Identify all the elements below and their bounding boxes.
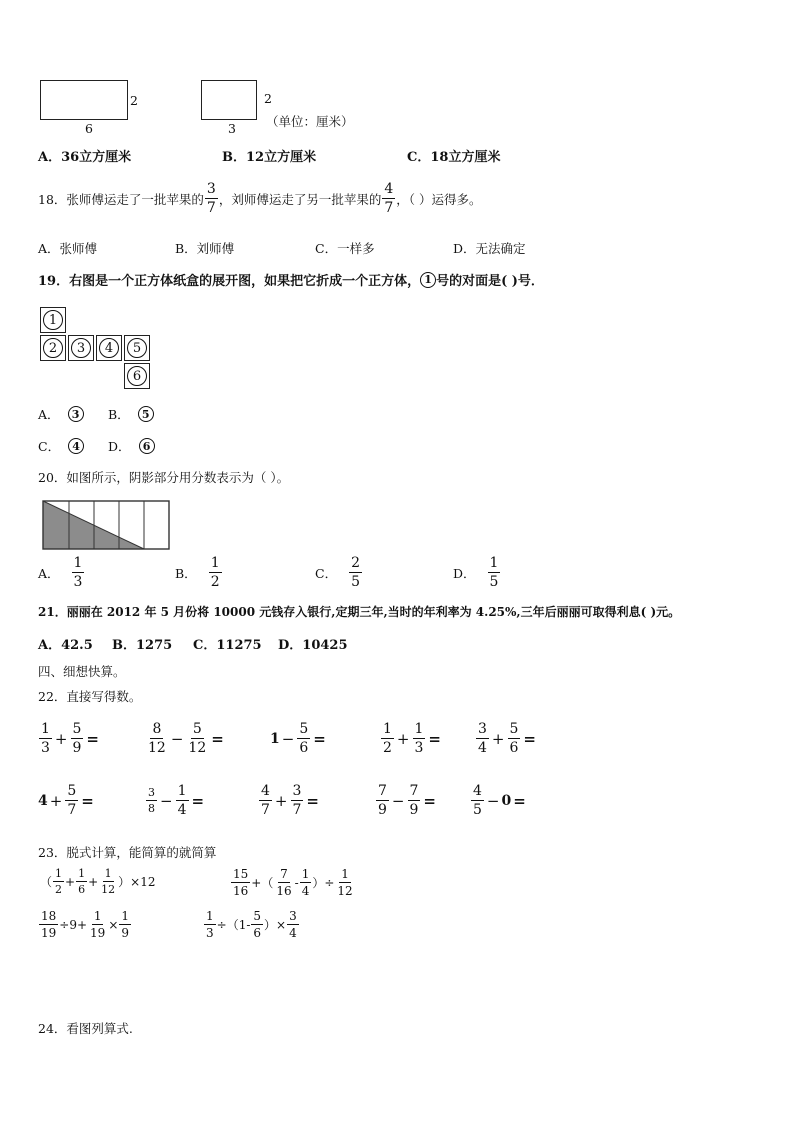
q18-option-a[interactable]: A．张师傅 xyxy=(38,241,98,256)
q18-text-1: 18．张师傅运走了一批苹果的 xyxy=(38,191,204,207)
q17-unit: （单位：厘米） xyxy=(266,114,354,129)
q18-text-3: ，（ ）运得多。 xyxy=(396,191,482,207)
q17-rect1-bottom: 6 xyxy=(85,121,93,136)
q22-item-10: $\frac{4}{5}$ − 0 = xyxy=(473,783,526,818)
q21-question: 21．丽丽在 2012 年 5 月份将 10000 元钱存入银行,定期三年,当时的年利率为 4.25%,三年后丽丽可取得利息( )元。 xyxy=(38,605,681,619)
q18-option-d[interactable]: D．无法确定 xyxy=(453,241,526,256)
q23-expr-1: （ $\frac{1}{2}$ + $\frac{1}{6}$ + $\frac{1}{12}$ ）×12 xyxy=(40,867,156,896)
cube-net-face-6: 6 xyxy=(124,363,150,389)
q21-option-a[interactable]: A．42.5 xyxy=(38,638,93,653)
cube-net-face-5: 5 xyxy=(124,335,150,361)
cube-net-face-4: 4 xyxy=(96,335,122,361)
q19-option-a[interactable]: A． 3 xyxy=(38,405,84,423)
q20-option-b[interactable]: B． $\frac{1}{2}$ xyxy=(175,555,220,590)
q22-item-7: $\frac{3}{8}$ − $\frac{1}{4}$ = xyxy=(148,783,205,818)
q21-option-b[interactable]: B．1275 xyxy=(112,638,173,653)
q18-option-b[interactable]: B．刘师傅 xyxy=(175,241,235,256)
q19-question xyxy=(38,270,544,289)
q19-text-1: 19．右图是一个正方体纸盒的展开图，如果把它折成一个正方体， xyxy=(38,274,421,289)
shaded-figure xyxy=(42,500,170,550)
q23-title: 23．脱式计算，能简算的就简算 xyxy=(38,845,217,860)
q21-option-c[interactable]: C．11275 xyxy=(193,638,262,653)
q19-option-d[interactable]: D． 6 xyxy=(108,437,155,455)
q22-item-1: $\frac{1}{3}$ + $\frac{5}{9}$ = xyxy=(41,721,99,756)
q17-rect1 xyxy=(40,80,128,120)
q19-option-c[interactable]: C． 4 xyxy=(38,437,84,455)
q19-text-2: 号的对面是( )号． xyxy=(436,274,544,289)
q23-expr-3: $\frac{18}{19}$ ÷9+ $\frac{1}{19}$ × $\frac{1}{9}$ xyxy=(41,909,130,940)
q17-option-c[interactable]: C．18立方厘米 xyxy=(407,150,501,165)
q20-option-a[interactable]: A． $\frac{1}{3}$ xyxy=(38,555,83,590)
q24-title: 24．看图列算式. xyxy=(38,1021,133,1036)
cube-net-face-1: 1 xyxy=(40,307,66,333)
q20-option-d[interactable]: D． $\frac{1}{5}$ xyxy=(453,555,499,590)
cube-net-face-3: 3 xyxy=(68,335,94,361)
q22-item-3: 1 − $\frac{5}{6}$ = xyxy=(270,721,326,756)
q20-question: 20．如图所示，阴影部分用分数表示为（ ）。 xyxy=(38,470,290,485)
q22-item-5: $\frac{3}{4}$ + $\frac{5}{6}$ = xyxy=(478,721,536,756)
q23-expr-2: $\frac{15}{16}$ +（ $\frac{7}{16}$ - $\frac{1}{4}$ ）÷ $\frac{1}{12}$ xyxy=(233,867,353,898)
cube-net-face-2: 2 xyxy=(40,335,66,361)
q22-item-9: $\frac{7}{9}$ − $\frac{7}{9}$ = xyxy=(378,783,436,818)
q17-option-b[interactable]: B．12立方厘米 xyxy=(222,150,317,165)
q19-option-b[interactable]: B． 5 xyxy=(108,405,154,423)
q22-item-8: $\frac{4}{7}$ + $\frac{3}{7}$ = xyxy=(261,783,319,818)
q23-expr-4: $\frac{1}{3}$ ÷（1- $\frac{5}{6}$ ）× $\frac{3}{4}$ xyxy=(206,909,297,940)
q22-item-4: $\frac{1}{2}$ + $\frac{1}{3}$ = xyxy=(383,721,441,756)
q17-option-a[interactable]: A．36立方厘米 xyxy=(38,150,132,165)
q21-option-d[interactable]: D．10425 xyxy=(278,638,348,653)
q18-text-2: ，刘师傅运走了另一批苹果的 xyxy=(218,191,382,207)
q22-item-6: 4 + $\frac{5}{7}$ = xyxy=(38,783,94,818)
q19-face-mark: 1 xyxy=(420,272,436,288)
q20-option-c[interactable]: C． $\frac{2}{5}$ xyxy=(315,555,360,590)
q18-fraction-1: $\frac{3}{7}$ xyxy=(206,181,216,216)
q22-item-2: $\frac{8}{12}$ − $\frac{5}{12}$ = xyxy=(148,721,224,756)
q18-fraction-2: $\frac{4}{7}$ xyxy=(384,181,394,216)
q22-title: 22．直接写得数。 xyxy=(38,689,142,704)
section-heading: 四、细想快算。 xyxy=(38,664,126,679)
q18-option-c[interactable]: C．一样多 xyxy=(315,241,375,256)
q17-rect2 xyxy=(201,80,257,120)
q17-rect2-bottom: 3 xyxy=(228,121,236,136)
q17-rect1-side: 2 xyxy=(130,93,138,108)
q17-rect2-side: 2 xyxy=(264,91,272,106)
q18-question xyxy=(38,182,482,215)
